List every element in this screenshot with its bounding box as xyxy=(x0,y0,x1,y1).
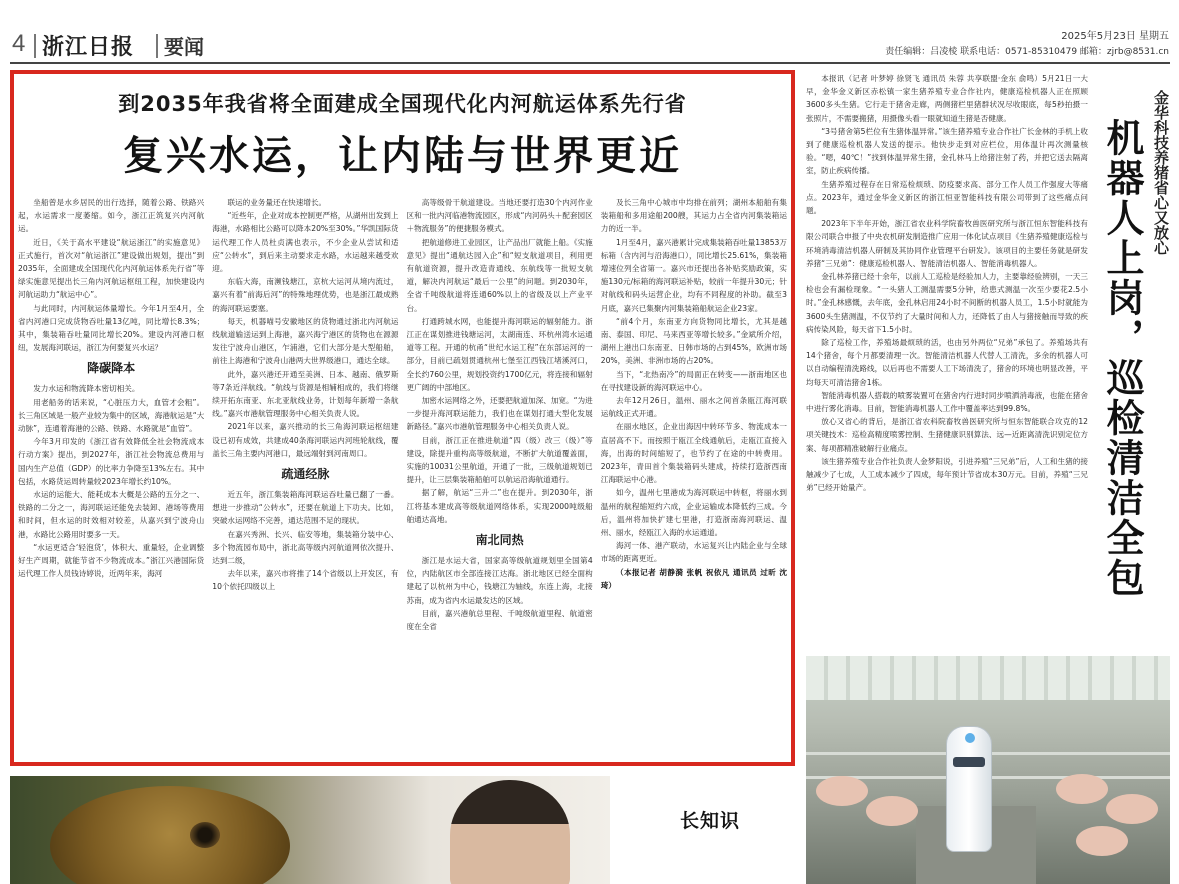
story-paragraph: 去年12月26日，温州、丽水之间首条瓯江海河联运航线正式开通。 xyxy=(600,396,787,419)
side-story-paragraph: 除了巡检工作，养殖场最烦琐的活，也由另外两位“兄弟”承包了。养殖场共有14个猪舍，每个月都要清理一次。智能清洁机器人代替人工清洗，多余的机器人可以自动编程清洗路线，以后再也不需要人工下场清洗了，猪舍的环境也明显改善，平均每天可清洁猪舍1栋。 xyxy=(806,338,1088,387)
editor-contact-line: 责任编辑：吕凌棱 联系电话：0571-85310479 邮箱：zjrb@8531.cn xyxy=(885,47,1169,57)
side-story-body xyxy=(806,72,1088,648)
story-paragraph: 联运的业务量还在快速增长。 xyxy=(227,198,327,207)
masthead-rule xyxy=(10,62,1170,64)
side-story-paragraph: 智能消毒机器人搭载的喷雾装置可在猪舍内行进时同步喷洒消毒液，也能在猪舍中进行雾化消毒。目前，智能消毒机器人工作中覆盖率达到99.8%。 xyxy=(806,390,1088,414)
pig xyxy=(866,796,918,826)
barn-roof xyxy=(806,656,1170,700)
robot-sensor-band xyxy=(953,757,985,767)
story-paragraph: 每天，机器喵号安徽地区的货物通过浙北内河航运线航道输送运到上海港，嘉兴海宁港区的货物也在源源发往宁波舟山港区，乍浦港，它们大部分是大型船舶，前往上海港和宁波舟山港两大世界级港口，通达全球。 xyxy=(212,316,399,366)
side-story-paragraph: 该生猪养殖专业合作社负责人金梦阳说，引进养殖“三兄弟”后，人工和生猪的接触减少了七成，人工成本减少了四成，每年预计节省成本30万元。目前，养殖“三兄弟”已经开始量产。 xyxy=(806,456,1088,493)
story-headline: 复兴水运，让内陆与世界更近 xyxy=(123,133,682,179)
side-story-kicker: 金华科技养猪省心又放心 xyxy=(1152,90,1170,255)
newspaper-name: 浙江日报 xyxy=(42,34,135,60)
main-story-box xyxy=(10,70,795,766)
story-paragraph: 加密水运网络之外，还要把航道加深、加宽。“为进一步提升海河联运能力，我们也在谋划打通大型化发展新路径。”嘉兴市港航管理服务中心相关负责人说。 xyxy=(406,396,593,432)
animal-eye xyxy=(190,822,220,848)
story-paragraph: 近五年，浙江集装箱海河联运吞吐量已翻了一番。想进一步推动“公转水”，还要在航道上下功夫。比如，突破水运网络不完善，通达范围不足的现状。 xyxy=(212,490,399,526)
story-paragraph: “水运更适合‘轻泡货’，体积大、重量轻，企业调整好生产周期，就能节省不少物流成本。”浙江兴港国际货运代理工作人员钱诗婷说，近两年来，海河 xyxy=(18,542,205,579)
story-paragraph: 水运的运能大、能耗成本大概是公路的五分之一、铁路的二分之一，海河联运还能免去装卸、港场等费用和时间，但水运的时效相对较差，从嘉兴到宁波舟山港，水路比公路用时要多一天。 xyxy=(18,490,205,539)
inspection-robot xyxy=(946,726,992,852)
story-paragraph: 坐船曾是水乡居民的出行选择，随着公路、铁路兴起，水运需求一度萎缩。如今，浙江正筑复兴内河航运。 xyxy=(18,198,205,234)
story-paragraph: 在嘉兴秀洲、长兴、临安等地，集装箱分装中心、多个物流园布局中，浙北高等级内河航道网依次提升、达到二级， xyxy=(212,529,399,566)
side-story-paragraph: 金孔林养猪已经十余年，以前人工巡检是经验加人力，主要靠经验辨别，一天三检也会有漏检现象。“一头猪人工测温需要5分钟，给患式测温一次至少要花2.5小时。”金孔林感慨，去年底，金孔林启用24小时不间断的机器人员工，1.5小时就能为3600头生猪测温，不仅节约了大量时间和人力，还降低了由人与猪接触而导致的疾病传染风险，每天省下1.5小时。 xyxy=(806,272,1088,334)
story-column-3 xyxy=(407,196,593,762)
story-columns xyxy=(18,196,787,762)
pig xyxy=(1056,774,1108,804)
story-paragraph: 高等级骨干航道建设。当地还要打造30个内河作业区和一批内河临港物流园区，形成“内河码头＋配套园区＋物流服务”的便捷服务模式。 xyxy=(406,198,593,234)
story-paragraph: 发力水运和物流降本密切相关。 xyxy=(33,384,140,394)
child-figure xyxy=(450,780,570,884)
side-story-paragraph: “3号猪舍第5栏位有生猪体温异常。”该生猪养殖专业合作社广长金林的手机上收到了健康巡检机器人发送的提示。他快步走到对应栏位，用体温计再次测量核验。“嗯，40℃！”找到体温异常生猪，金孔林马上给猪注射了药，并把它送去隔离室，防止疾病传播。 xyxy=(806,126,1088,176)
story-paragraph: 打通跨城水网，也能提升海河联运的辐射能力。浙江正在谋划推进钱塘运河，太湖南连、环杭州湾水运通道等工程。开通的杭甬“世纪水运工程”在东部运河的一部分，目前已疏划贯通杭州七堡至江西钱江堵溪河口，全长约760公里，规划投资约1700亿元，将连接和辐射更广阔的中部地区。 xyxy=(406,316,593,392)
story-paragraph: 2021年以来，嘉兴推动的长三角海河联运枢纽建设已初有成效，共建成40条海河联运内河班轮航线，覆盖长三角主要内河港口，最远端射到河南周口。 xyxy=(212,422,399,458)
pig xyxy=(816,776,868,806)
masthead-divider xyxy=(34,34,36,58)
side-story-paragraph: 本报讯（记者 叶梦婷 徐贤飞 通讯员 朱蓉 共享联盟·金东 俞鸣）5月21日一大早，金华金义新区赤松镇一家生猪养殖专业合作社内，健康巡检机器人正在照顾3600多头生猪。它行走于猪舍走廊，两侧猪栏里猪群状况尽收眼底，每5秒拍摄一张照片，不需要搬猪，用摄像头看一眼就知道生猪是否健康。 xyxy=(806,74,1088,123)
story-subhead: 降碳降本 xyxy=(87,361,136,376)
story-paragraph: 今年3月印发的《浙江省有效降低全社会物流成本行动方案》提出，到2027年，浙江社会物流总费用与国内生产总值（GDP）的比率力争降至13%左右。其中包括，水路货运周转量较2023年增长约10%。 xyxy=(18,437,205,486)
masthead-divider xyxy=(156,34,158,58)
story-paragraph: 目前，嘉兴港航总里程、千吨级航道里程、航道密度在全省 xyxy=(406,608,593,632)
story-kicker: 到2035年我省将全面建成全国现代化内河航运体系先行省 xyxy=(118,92,687,116)
side-story-paragraph: 生猪养殖过程存在日常巡检烦琐、防疫要求高、部分工作人员工作强度大等痛点。2023年，通过金华金义新区的浙江恒亚智能科技有限公司带到了这些痛点问题。 xyxy=(806,179,1088,216)
pig xyxy=(1106,794,1158,824)
story-paragraph: 把航道修进工业园区，让产品出厂就能上船。《实施意见》提出“通航达园入企”和“短支航道项目，利用更有航道资源，提升改造青通线、东航线等一批短支航道，解决内河航运“最后一公里”的问题。到2030年，全省千吨级航道将连通60%以上的省级及以上产业平台。 xyxy=(406,237,593,313)
story-byline: （本报记者 胡静漪 张帆 祝依凡 通讯员 过昕 沈琦） xyxy=(600,567,787,590)
story-column-2 xyxy=(212,196,398,762)
story-paragraph: 1月至4月，嘉兴港累计完成集装箱吞吐量13853万标箱（含内河与沿海港口），同比增长25.61%，集装箱增速位列全省第一。嘉兴市还提出各补贴奖励政策，实施130元/标箱的海河联运补贴，较前一年提升30元；针对航线和码头运营企业，均有不同程度的补助。截至3月底，嘉兴已集聚内河集装箱船航运企业23家。 xyxy=(600,237,787,313)
story-paragraph: “近些年，企业对成本控制更严格，从湖州出发到上海港，水路相比公路可以降本20%至30%。”华凯国际货运代理工作人员杜贞满也表示，不少企业从尝试和适应“公转水”，到后来主动要求走水路，水运越来越受欢迎。 xyxy=(212,211,399,274)
story-paragraph: 浙江是水运大省，国家高等级航道规划里全国第4位，内陆航区市全部连接江达海。浙北地区已经全面构建起了以杭州为中心，钱塘江为轴线，东连上海，北接苏南，成为省内水运最发达的区域。 xyxy=(406,556,593,605)
story-subhead: 南北同热 xyxy=(475,533,524,548)
story-paragraph: 据了解，航运“三升二”也在提升。到2030年，浙江将基本建成高等级航道网络体系，实现2000吨级船舶通达高地。 xyxy=(406,488,593,524)
story-paragraph: 与此同时，内河航运体量增长。今年1月至4月，全省内河港口完成货物吞吐量13亿吨，同比增长8.3%；其中，集装箱吞吐量同比增长20%。建设内河港口枢纽，发展海河联运，浙江为何要复兴水运？ xyxy=(18,303,205,353)
section-name: 要闻 xyxy=(164,35,204,59)
story-paragraph: 及长三角中心城市中均排在前列；湖州本船舶有集装箱船和多用途船200艘，其运力占全省内河集装箱运力的近一半。 xyxy=(600,198,787,234)
story-paragraph: 目前，浙江正在推进航道“四（级）改三（级）”等建设，除提升重构高等级航道，不断扩大航道覆盖面，实施的10031公里航道，开通了一批，三级航道规划已提升，让三层集装箱船舶可以航运沿海航道通行。 xyxy=(406,435,593,485)
side-story-paragraph: 放心又省心的背后，是浙江省农科院畜牧兽医研究所与恒东智能联合攻克的12项关键技术：巡检高精度喷雾控制、生猪健康识别算法、远—近距离清洗识别定位方案、每项都精准破解行业痛点。 xyxy=(806,417,1088,453)
pig xyxy=(1076,826,1128,856)
side-story-headline: 机器人上岗，巡检清洁全包 xyxy=(1100,118,1144,598)
story-column-4 xyxy=(601,196,787,762)
robot-light xyxy=(965,733,975,743)
story-paragraph: 此外，嘉兴港还开通至美洲、日本、越南、俄罗斯等7条近洋航线。“航线与货源是相辅相成的，我们将继续开拓东南亚、东北亚航线业务，计划每年新增一条航线。”嘉兴市港航管理服务中心相关负责人说。 xyxy=(212,369,399,419)
story-paragraph: 海河一体、港产联动，水运复兴让内陆企业与全球市场的距离更近。 xyxy=(600,541,787,564)
story-paragraph: 东临大海，南濒钱塘江，京杭大运河从境内流过，嘉兴有着“前海后河”的特殊地理优势，也是浙江最成熟的海河联运要塞。 xyxy=(212,277,399,313)
page-number: 4 xyxy=(12,30,26,57)
story-paragraph: 用老船务的话来说，“心脏压力大，血管才会粗”。长三角区域是一般产业较为集中的区域，海港航运是“大动脉”，连通着海港的公路、铁路、水路就是“血管”。 xyxy=(18,397,205,434)
story-paragraph: 如今，温州七里港成为海河联运中转枢，将丽水到温州的航程缩短约六成，企业运输成本降低约三成。今后，温州将加快扩建七里港，打造浙南海河联运、温州、丽水，经瓯江入海的水运通道。 xyxy=(600,488,787,538)
story-paragraph: 去年以来，嘉兴市将推了14个省级以上开发区，有10个依托四级以上 xyxy=(212,569,399,592)
bottom-feature-photo xyxy=(10,776,610,884)
story-subhead: 疏通经脉 xyxy=(281,467,330,482)
story-paragraph: 近日，《关于高水平建设“航运浙江”的实施意见》正式施行，首次对“航运浙江”建设做出规划，提出“到2035年，全面建成全国现代化内河航运体系先行省”等绿实施意见提出长三角内河航运枢纽工程，加快建设内河航运助力“航运中心”。 xyxy=(18,237,205,300)
masthead xyxy=(0,0,1179,64)
story-paragraph: “前4个月，东南亚方向货物同比增长，尤其是越南、泰国、印尼、马来西亚等增长较多。”金斌所介绍，湖州上港出口东南亚、日韩市场的占到45%，欧洲市场20%，美洲、非洲市场的占20%。 xyxy=(600,316,787,366)
bottom-feature-label: 长知识 xyxy=(680,810,741,832)
animal-fur xyxy=(50,786,290,884)
side-story-paragraph: 2023年下半年开始，浙江省农业科学院畜牧兽医研究所与浙江恒东智能科技有限公司联合申报了中央农机研发制造推广应用一体化试点项目《生猪养殖健康巡检与环境消毒清洁机器人研制及其协同作业管理平台研发》。该项目的主要任务就是研发养猪“三兄弟”：健康巡检机器人、智能清洁机器人、智能消毒机器人。 xyxy=(806,219,1088,268)
story-paragraph: 在丽水地区，企业出海因中转环节多、物流成本一直居高不下。而按照于瓯江全线通航后，走瓯江直接入海，出海的时间缩短了，也节约了在途的中转费用。2023年，青田首个集装箱码头建成，持续打造浙西南江海联运中心港。 xyxy=(600,422,787,485)
pig-farm-robot-photo xyxy=(806,656,1170,884)
story-column-1 xyxy=(18,196,204,762)
issue-date: 2025年5月23日 星期五 xyxy=(1061,31,1169,42)
story-paragraph: 当下，“北热南冷”的局面正在转变——浙南地区也在寻找建设新的海河联运中心。 xyxy=(600,369,787,392)
